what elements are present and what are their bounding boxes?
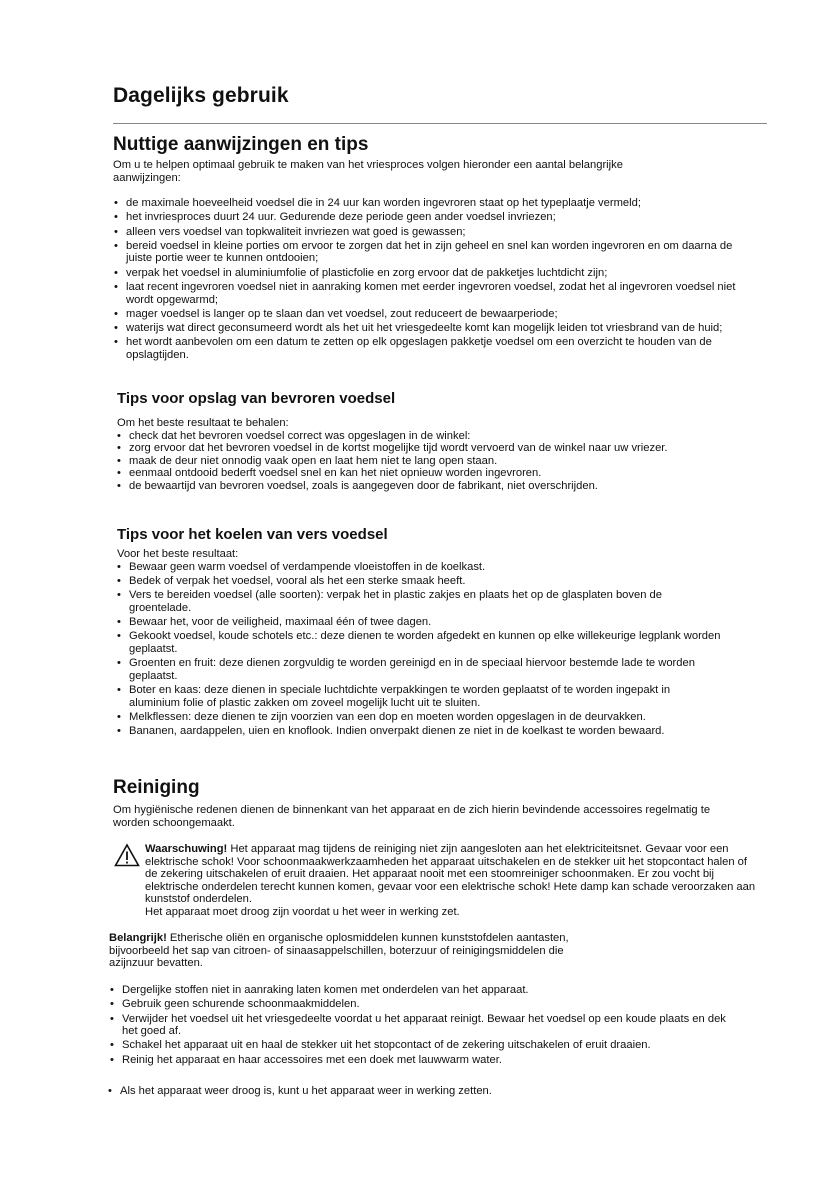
fresh-list — [117, 561, 722, 738]
cleaning-final-list — [108, 1085, 728, 1098]
list-item: • maak de deur niet onnodig vaak open en laat hem niet te lang open staan. — [117, 455, 727, 468]
list-item: • check dat het bevroren voedsel correct was opgeslagen in de winkel: — [117, 430, 727, 443]
list-item: • Reinig het apparaat en haar accessoires met een doek met lauwwarm water. — [110, 1054, 730, 1067]
list-item: • Als het apparaat weer droog is, kunt u het apparaat weer in werking zetten. — [108, 1085, 728, 1098]
tips-intro: Om u te helpen optimaal gebruik te maken van het vriesproces volgen hieronder een aantal belangrijke aanwijzingen: — [113, 159, 623, 184]
frozen-block — [117, 417, 727, 493]
warning-note: Het apparaat moet droog zijn voordat u het weer in werking zet. — [145, 905, 460, 918]
warning-block — [145, 843, 760, 919]
list-item: • bereid voedsel in kleine porties om ervoor te zorgen dat het in zijn geheel en snel kan worden ingevroren en om daarna de juiste portie weer te kunnen ontdooien; — [114, 240, 742, 265]
list-item: • verpak het voedsel in aluminiumfolie of plasticfolie en zorg ervoor dat de pakketjes luchtdicht zijn; — [114, 267, 742, 280]
list-item: • Bananen, aardappelen, uien en knoflook. Indien onverpakt dienen ze niet in de koelkast te worden bewaard. — [117, 725, 722, 738]
list-item: • Dergelijke stoffen niet in aanraking laten komen met onderdelen van het apparaat. — [110, 984, 730, 997]
warning-label: Waarschuwing! — [145, 843, 228, 855]
list-item: • Bedek of verpak het voedsel, vooral als het een sterke smaak heeft. — [117, 575, 722, 588]
list-item: • Groenten en fruit: deze dienen zorgvuldig te worden gereinigd en in de speciaal hiervoor bestemde lade te worden geplaatst. — [117, 657, 722, 682]
frozen-heading: Tips voor opslag van bevroren voedsel — [117, 390, 396, 407]
cleaning-heading: Reiniging — [113, 777, 200, 798]
list-item: • laat recent ingevroren voedsel niet in aanraking komen met eerder ingevroren voedsel, zodat het al ingevroren voedsel niet wordt opgewarmd; — [114, 281, 742, 306]
list-item: • Melkflessen: deze dienen te zijn voorzien van een dop en moeten worden opgeslagen in de deurvakken. — [117, 711, 722, 724]
cleaning-intro: Om hygiënische redenen dienen de binnenkant van het apparaat en de zich hierin bevindende accessoires regelmatig te worden schoongemaakt. — [113, 804, 711, 829]
list-item: • mager voedsel is langer op te slaan dan vet voedsel, zout reduceert de bewaarperiode; — [114, 308, 742, 321]
cleaning-final-block — [108, 1085, 728, 1098]
list-item: • Gebruik geen schurende schoonmaakmiddelen. — [110, 998, 730, 1011]
warning-paragraph — [145, 843, 760, 906]
list-item: • het invriesproces duurt 24 uur. Gedurende deze periode geen ander voedsel invriezen; — [114, 211, 742, 224]
list-item: • de maximale hoeveelheid voedsel die in 24 uur kan worden ingevroren staat op het typeplaatje vermeld; — [114, 197, 742, 210]
frozen-list — [117, 430, 727, 493]
cleaning-intro-block — [113, 804, 733, 829]
list-item: • Boter en kaas: deze dienen in speciale luchtdichte verpakkingen te worden geplaatst of te worden ingepakt in aluminium folie of plastic zakken om zoveel mogelijk lucht uit te sluiten. — [117, 684, 722, 709]
important-block — [109, 932, 589, 970]
warning-text: Het apparaat mag tijdens de reiniging niet zijn aangesloten aan het elektriciteitsnet. Gevaar voor een elektrische schok! Voor schoonmaakwerkzaamheden het apparaat uitschakelen en de stekker uit het stopcontact halen of de zekering uitschakelen of eruit draaien. Het apparaat nooit met een stoomreiniger schoonmaken. Er zou vocht bij elektrische onderdelen terecht kunnen komen, gevaar voor een elektrische schok! Hete damp kan schade veroorzaken aan kunststof onderdelen. — [145, 843, 756, 906]
cleaning-list — [110, 984, 730, 1066]
list-item: • de bewaartijd van bevroren voedsel, zoals is aangegeven door de fabrikant, niet overschrijden. — [117, 480, 727, 493]
list-item: • Bewaar het, voor de veiligheid, maximaal één of twee dagen. — [117, 616, 722, 629]
tips-list — [114, 197, 742, 362]
list-item: • zorg ervoor dat het bevroren voedsel in de kortst mogelijke tijd wordt vervoerd van de winkel naar uw vriezer. — [117, 442, 727, 455]
list-item: • het wordt aanbevolen om een datum te zetten op elk opgeslagen pakketje voedsel om een overzicht te houden van de opslagtijden. — [114, 336, 742, 361]
page-title: Dagelijks gebruik — [113, 84, 289, 107]
important-text: Etherische oliën en organische oplosmiddelen kunnen kunststofdelen aantasten, bijvoorbeeld het sap van citroen- of sinaasappelschillen, boterzuur of reinigingsmiddelen die azijnzuur bevatten. — [109, 932, 569, 970]
tips-heading: Nuttige aanwijzingen en tips — [113, 134, 369, 155]
list-item: • Verwijder het voedsel uit het vriesgedeelte voordat u het apparaat reinigt. Bewaar het voedsel op een koude plaats en dek het goed af. — [110, 1013, 730, 1038]
list-item: • Schakel het apparaat uit en haal de stekker uit het stopcontact of de zekering uitschakelen of eruit draaien. — [110, 1039, 730, 1052]
warning-triangle-icon — [114, 843, 140, 867]
title-divider — [113, 123, 767, 124]
frozen-intro: Om het beste resultaat te behalen: — [117, 417, 289, 429]
important-paragraph — [109, 932, 589, 970]
cleaning-list-block — [110, 984, 730, 1068]
list-item: • alleen vers voedsel van topkwaliteit invriezen wat goed is gewassen; — [114, 226, 742, 239]
fresh-intro: Voor het beste resultaat: — [117, 548, 239, 560]
list-item: • eenmaal ontdooid bederft voedsel snel en kan het niet opnieuw worden ingevroren. — [117, 467, 727, 480]
list-item: • Bewaar geen warm voedsel of verdampende vloeistoffen in de koelkast. — [117, 561, 722, 574]
tips-intro-block — [113, 159, 643, 184]
fresh-heading: Tips voor het koelen van vers voedsel — [117, 526, 388, 543]
important-label: Belangrijk! — [109, 932, 167, 944]
list-item: • waterijs wat direct geconsumeerd wordt als het uit het vriesgedeelte komt kan mogelijk leiden tot vriesbrand van de huid; — [114, 322, 742, 335]
list-item: • Gekookt voedsel, koude schotels etc.: deze dienen te worden afgedekt en kunnen op elke willekeurige legplank worden geplaatst. — [117, 630, 722, 655]
list-item: • Vers te bereiden voedsel (alle soorten): verpak het in plastic zakjes en plaats het op de glasplaten boven de groentelade. — [117, 589, 722, 614]
fresh-block — [117, 548, 722, 740]
tips-list-block — [114, 197, 742, 363]
